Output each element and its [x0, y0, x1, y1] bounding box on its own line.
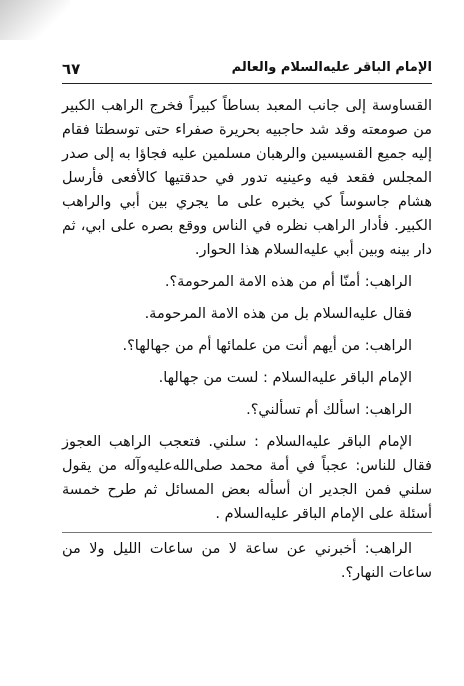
page-header: [62, 52, 432, 80]
dialogue-line-monk-question: الراهب: أخبرني عن ساعة لا من ساعات الليل ولا من ساعات النهار؟.: [62, 532, 432, 585]
narrative-paragraph: القساوسة إلى جانب المعبد بساطاً كبيراً فخرج الراهب الكبير من صومعته وقد شد حاجبيه بحريرة صفراء حتى توسطتا فقام إليه جميع القسيسين والرهبان مسلمين عليه فجاؤا به إلى صدر المجلس فقعد فيه وعينيه تدور في حدقتيها كالأفعى فأرسل هشام جاسوساً كي يخبره على ما يجري بين أبي والراهب الكبير. فأدار الراهب نظره في الناس ووقع بصره على ابي، ثم دار بينه وبين أبي عليه‌السلام هذا الحوار.: [62, 98, 432, 258]
running-title: الإمام الباقر عليه‌السلام والعالم: [231, 60, 432, 75]
scan-shadow: [0, 0, 70, 40]
dialogue-line-monk-question: الراهب: اسألك أم تسألني؟.: [246, 402, 412, 418]
dialogue-line-imam-answer: الإمام الباقر عليه‌السلام : لست من جهالها.: [158, 370, 412, 386]
page-number: ٦٧: [62, 60, 81, 78]
dialogue-line-imam-answer: فقال عليه‌السلام بل من هذه الامة المرحومة.: [144, 306, 412, 322]
header-rule: [62, 83, 432, 84]
dialogue-line-monk-question: الراهب: من أيهم أنت من علمائها أم من جهالها؟.: [122, 338, 412, 354]
dialogue-line-imam-answer: الإمام الباقر عليه‌السلام : سلني. فتعجب الراهب العجوز فقال للناس: عجباً في أمة محمد صلى‌الله‌عليه‌وآله من يقول سلني فمن الجدير ان أسأله بعض المسائل ثم طرح خمسة أسئلة على الإمام الباقر عليه‌السلام .: [62, 434, 432, 522]
dialogue-line-monk-question: الراهب: أمنّا أم من هذه الامة المرحومة؟.: [164, 274, 412, 290]
page-body: [62, 94, 432, 585]
